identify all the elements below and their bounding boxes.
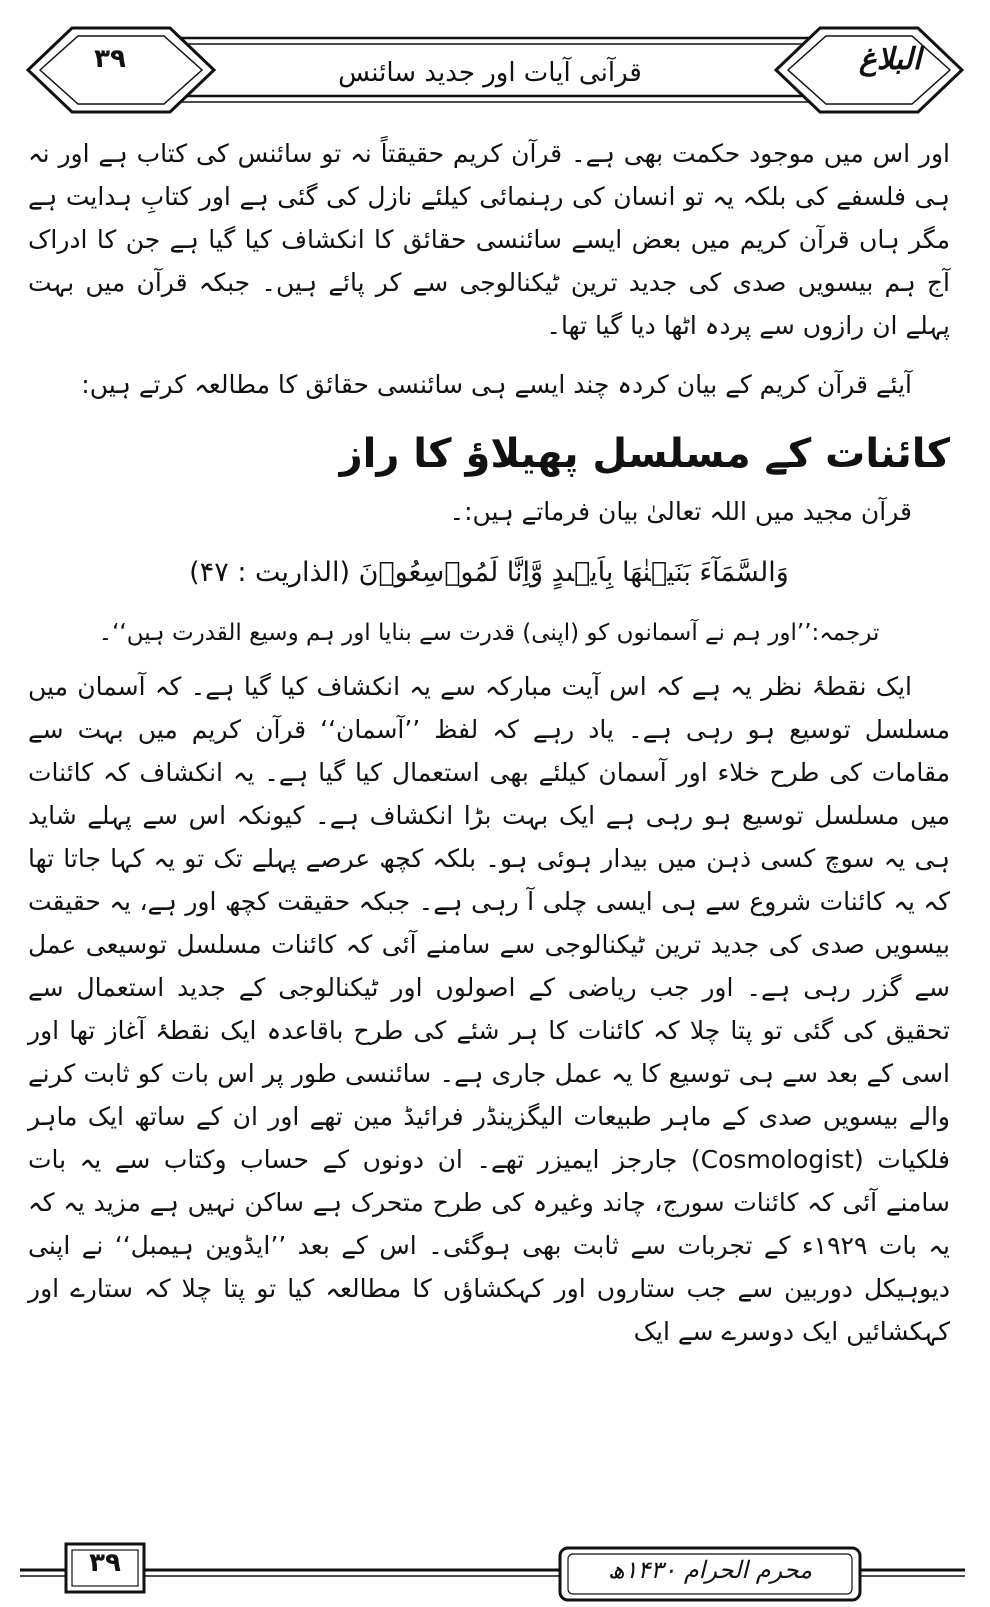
footer-date: محرم الحرام ۱۴۳۰ھ: [607, 1556, 813, 1584]
logo: البلاغ: [858, 42, 922, 77]
page-footer: [0, 1540, 990, 1607]
verse-intro: قرآن مجید میں اللہ تعالیٰ بیان فرماتے ہیں:۔: [449, 497, 912, 526]
header-page-number: ۳۹: [94, 44, 126, 74]
header-title: قرآنی آیات اور جدید سائنس: [338, 58, 642, 88]
paragraph-main: ایک نقطۂ نظر یہ ہے کہ اس آیت مبارکہ سے یہ انکشاف کیا گیا ہے۔ کہ آسمان میں مسلسل توسیع ہو رہی ہے۔ یاد رہے کہ لفظ ’’آسمان‘‘ قرآن کریم میں بہت سے مقامات کی طرح خلاء اور آسمان کیلئے بھی استعمال کیا گیا ہے۔ یہ انکشاف کہ کائنات میں مسلسل توسیع ہو رہی ہے ایک بہت بڑا انکشاف ہے۔ کیونکہ اس سے پہلے شاید ہی یہ سوچ کسی ذہن میں بیدار ہوئی ہو۔ بلکہ کچھ عرصے پہلے تک تو یہ کہا جاتا تھا کہ یہ کائنات شروع سے ہی ایسی چلی آ رہی ہے۔ جبکہ حقیقت کچھ اور ہے، یہ حقیقت بیسویں صدی کی جدید ترین ٹیکنالوجی سے سامنے آئی کہ کائنات مسلسل توسیعی عمل سے گزر رہی ہے۔ اور جب ریاضی کے اصولوں اور ٹیکنالوجی کے جدید استعمال سے تحقیق کی گئی تو پتا چلا کہ کائنات کا ہر شئے کی طرح باقاعدہ ایک نقطۂ آغاز تھا اور اسی کے بعد سے ہی توسیع کا یہ عمل جاری ہے۔ سائنسی طور پر اس بات کو ثابت کرنے والے بیسویں صدی کے ماہر طبیعات الیگزینڈر فرائیڈ مین تھے اور ان کے ساتھ ایک ماہر فلکیات (Cosmologist) جارجز ایمیزر تھے۔ ان دونوں کے حساب وکتاب سے یہ بات سامنے آئی کہ کائنات سورج، چاند وغیرہ کی طرح متحرک ہے ساکن نہیں ہے مزید یہ کہ یہ بات ۱۹۲۹ء کے تجربات سے ثابت بھی ہوگئی۔ اس کے بعد ’’ایڈوین ہیمبل‘‘ نے اپنی دیوہیکل دوربین سے جب ستاروں اور کہکشاؤں کا مطالعہ کیا تو پتا چلا کہ ستارے اور کہکشائیں ایک دوسرے سے ایک: [28, 672, 950, 1346]
paragraph-lead-in: آیئے قرآن کریم کے بیان کردہ چند ایسے ہی سائنسی حقائق کا مطالعہ کرتے ہیں:: [81, 370, 912, 399]
section-heading: کائنات کے مسلسل پھیلاؤ کا راز: [339, 431, 950, 477]
verse-translation: ترجمہ:’’اور ہم نے آسمانوں کو (اپنی) قدرت سے بنایا اور ہم وسیع القدرت ہیں‘‘۔: [98, 620, 880, 646]
paragraph-intro: اور اس میں موجود حکمت بھی ہے۔ قرآن کریم حقیقتاً نہ تو سائنس کی کتاب ہے اور نہ ہی فلسفے کی بلکہ یہ تو انسان کی رہنمائی کیلئے نازل کی گئی ہے اور کتابِ ہدایت ہے مگر ہاں قرآن کریم میں بعض ایسے سائنسی حقائق کا انکشاف کیا گیا ہے جن کا ادراک آج ہم بیسویں صدی کی جدید ترین ٹیکنالوجی سے کر پائے ہیں۔ جبکہ قرآن میں بہت پہلے ان رازوں سے پردہ اٹھا دیا گیا تھا۔: [28, 139, 950, 340]
footer-page-number: ۳۹: [89, 1548, 121, 1578]
page-header: [0, 0, 990, 120]
quran-verse: وَالسَّمَآءَ بَنَيۡنٰهَا بِاَيۡٮدٍ وَّاِنَّا لَمُوۡسِعُوۡنَ (الذاریت : ۴۷): [189, 557, 789, 588]
article-body: [28, 132, 950, 1353]
